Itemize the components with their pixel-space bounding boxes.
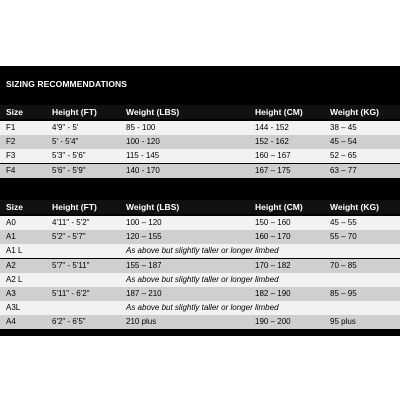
weight-kg-cell: 63 – 77 xyxy=(330,165,357,175)
size-cell: A1 L xyxy=(6,246,23,256)
weight-lbs-cell: 120 – 155 xyxy=(126,232,162,242)
table-row xyxy=(0,230,400,244)
height-ft-cell: 4'11" - 5'2" xyxy=(52,218,90,227)
table-row xyxy=(0,149,400,163)
height-cm-cell: 144 - 152 xyxy=(255,123,289,132)
weight-kg-cell: 52 – 65 xyxy=(330,151,357,161)
table-row xyxy=(0,273,400,287)
weight-kg-cell: 45 – 54 xyxy=(330,137,357,147)
column-header: Size xyxy=(6,202,24,212)
height-cm-cell: 160 – 167 xyxy=(255,151,291,161)
height-ft-cell: 5'11" - 6'2" xyxy=(52,289,90,298)
column-header: Size xyxy=(6,107,24,117)
height-ft-cell: 5'3" - 5'6" xyxy=(52,151,86,161)
note-cell: As above but slightly taller or longer limbed xyxy=(126,274,279,284)
height-ft-cell: 5'6" - 5'9" xyxy=(52,165,86,175)
table-row xyxy=(0,259,400,273)
height-ft-cell: 4'9" - 5' xyxy=(52,123,79,132)
table-header xyxy=(0,105,400,119)
weight-lbs-cell: 155 – 187 xyxy=(126,260,162,270)
size-cell: F2 xyxy=(6,137,16,147)
size-cell: A1 xyxy=(6,232,16,242)
column-header: Weight (KG) xyxy=(330,202,379,212)
height-ft-cell: 5'7" - 5'11" xyxy=(52,260,90,270)
table-row xyxy=(0,315,400,329)
size-cell: A2 L xyxy=(6,274,23,284)
table-row xyxy=(0,287,400,301)
size-cell: A0 xyxy=(6,218,16,227)
note-cell: As above but slightly taller or longer limbed xyxy=(126,246,279,256)
size-cell: A3L xyxy=(6,303,21,313)
weight-kg-cell: 95 plus xyxy=(330,317,356,327)
weight-lbs-cell: 187 – 210 xyxy=(126,289,162,298)
weight-kg-cell: 85 – 95 xyxy=(330,289,357,298)
size-cell: A2 xyxy=(6,260,16,270)
size-cell: A4 xyxy=(6,317,16,327)
height-cm-cell: 152 - 162 xyxy=(255,137,289,147)
height-cm-cell: 150 – 160 xyxy=(255,218,291,227)
size-cell: F1 xyxy=(6,123,16,132)
column-header: Height (FT) xyxy=(52,107,97,117)
height-cm-cell: 160 – 170 xyxy=(255,232,291,242)
weight-kg-cell: 45 – 55 xyxy=(330,218,357,227)
height-ft-cell: 5'2" - 5'7" xyxy=(52,232,86,242)
size-cell: F3 xyxy=(6,151,16,161)
table-row xyxy=(0,216,400,230)
table-row xyxy=(0,164,400,178)
column-header: Height (CM) xyxy=(255,107,303,117)
weight-kg-cell: 38 – 45 xyxy=(330,123,357,132)
size-cell: F4 xyxy=(6,165,16,175)
weight-kg-cell: 55 – 70 xyxy=(330,232,357,242)
height-cm-cell: 182 – 190 xyxy=(255,289,291,298)
height-ft-cell: 5' - 5'4" xyxy=(52,137,79,147)
size-cell: A3 xyxy=(6,289,16,298)
height-cm-cell: 170 – 182 xyxy=(255,260,291,270)
column-header: Weight (KG) xyxy=(330,107,379,117)
weight-lbs-cell: 100 - 120 xyxy=(126,137,160,147)
table-row xyxy=(0,244,400,258)
chart-title: SIZING RECOMMENDATIONS xyxy=(6,79,128,89)
table-row xyxy=(0,301,400,315)
weight-lbs-cell: 210 plus xyxy=(126,317,157,327)
height-cm-cell: 167 – 175 xyxy=(255,165,291,175)
column-header: Height (CM) xyxy=(255,202,303,212)
table-row xyxy=(0,121,400,135)
column-header: Weight (LBS) xyxy=(126,107,180,117)
table-header xyxy=(0,200,400,214)
weight-lbs-cell: 100 – 120 xyxy=(126,218,162,227)
height-ft-cell: 6'2" - 6'5" xyxy=(52,317,86,327)
note-cell: As above but slightly taller or longer limbed xyxy=(126,303,279,313)
column-header: Height (FT) xyxy=(52,202,97,212)
weight-lbs-cell: 140 - 170 xyxy=(126,165,160,175)
weight-kg-cell: 70 – 85 xyxy=(330,260,357,270)
weight-lbs-cell: 115 - 145 xyxy=(126,151,160,161)
height-cm-cell: 190 – 200 xyxy=(255,317,291,327)
column-header: Weight (LBS) xyxy=(126,202,180,212)
table-row xyxy=(0,135,400,149)
weight-lbs-cell: 85 - 100 xyxy=(126,123,156,132)
